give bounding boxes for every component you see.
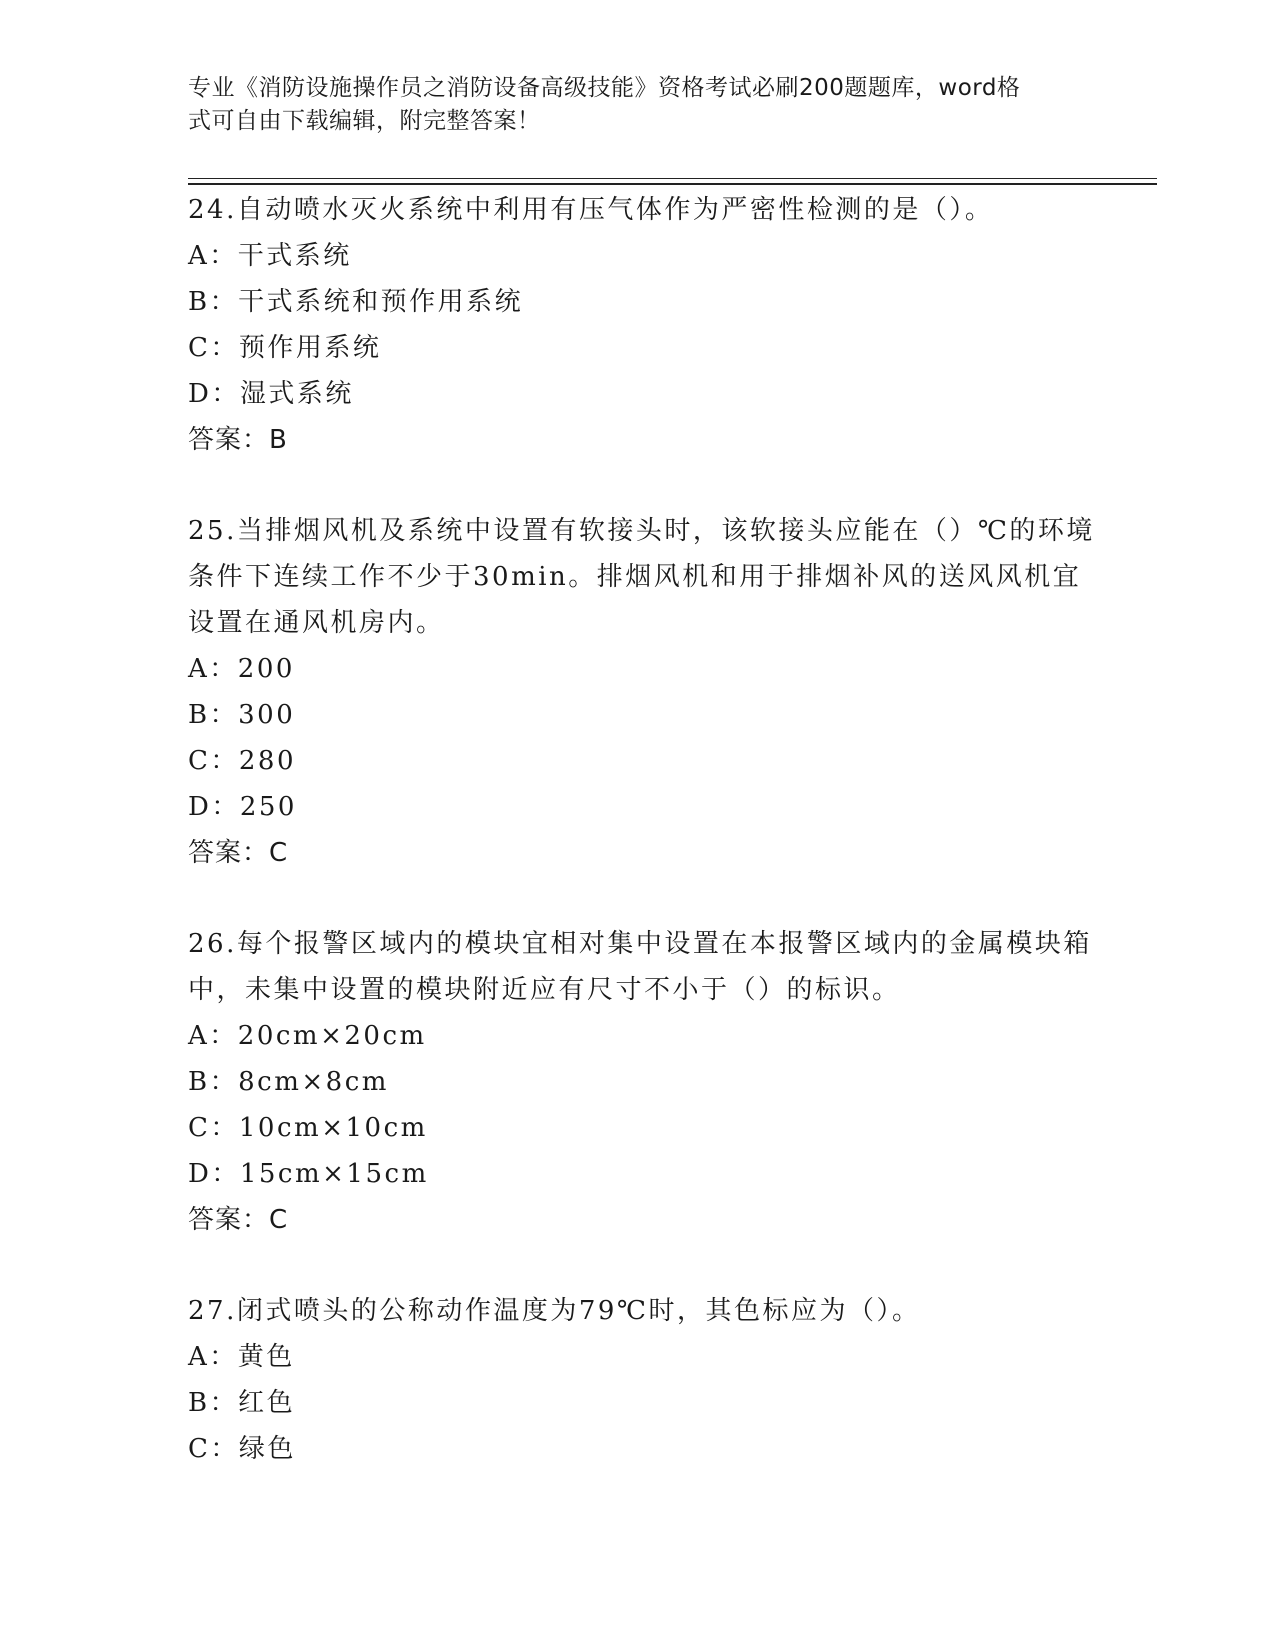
header-divider-thick (188, 183, 1157, 185)
option-d: D：15cm×15cm (188, 1159, 429, 1189)
option-b: B：红色 (188, 1388, 296, 1418)
option-b: B：8cm×8cm (188, 1067, 389, 1097)
header-line-2: 式可自由下载编辑，附完整答案！ (188, 108, 541, 134)
question-list (188, 187, 1108, 1472)
option-b: B：干式系统和预作用系统 (188, 287, 524, 317)
option-a: A：20cm×20cm (188, 1021, 427, 1051)
option-c: C：280 (188, 746, 297, 776)
option-a: A：干式系统 (188, 241, 352, 271)
question-gap (188, 876, 1108, 921)
option-d: D：湿式系统 (188, 379, 354, 409)
option-c: C：绿色 (188, 1434, 296, 1464)
question-stem: 26.每个报警区域内的模块宜相对集中设置在本报警区域内的金属模块箱中，未集中设置的模块附近应有尺寸不小于（）的标识。 (188, 929, 1092, 1005)
header-line-1: 专业《消防设施操作员之消防设备高级技能》资格考试必刷200题题库，word格 (188, 75, 1021, 101)
answer: 答案：C (188, 1205, 289, 1235)
option-c: C：预作用系统 (188, 333, 382, 363)
answer: 答案：C (188, 838, 289, 868)
question-27 (188, 1288, 1108, 1472)
document-header (188, 72, 1088, 138)
option-d: D：250 (188, 792, 297, 822)
question-25 (188, 508, 1108, 876)
option-b: B：300 (188, 700, 296, 730)
option-a: A：黄色 (188, 1342, 295, 1372)
question-stem: 24.自动喷水灭火系统中利用有压气体作为严密性检测的是（）。 (188, 195, 994, 225)
answer: 答案：B (188, 425, 288, 455)
question-stem: 25.当排烟风机及系统中设置有软接头时，该软接头应能在（）℃的环境条件下连续工作不少于30min。排烟风机和用于排烟补风的送风风机宜设置在通风机房内。 (188, 516, 1095, 638)
header-divider-thin (188, 178, 1157, 179)
question-gap (188, 463, 1108, 508)
option-c: C：10cm×10cm (188, 1113, 428, 1143)
option-a: A：200 (188, 654, 295, 684)
question-gap (188, 1243, 1108, 1288)
question-26 (188, 921, 1108, 1243)
question-24 (188, 187, 1108, 463)
question-stem: 27.闭式喷头的公称动作温度为79℃时，其色标应为（）。 (188, 1296, 921, 1326)
